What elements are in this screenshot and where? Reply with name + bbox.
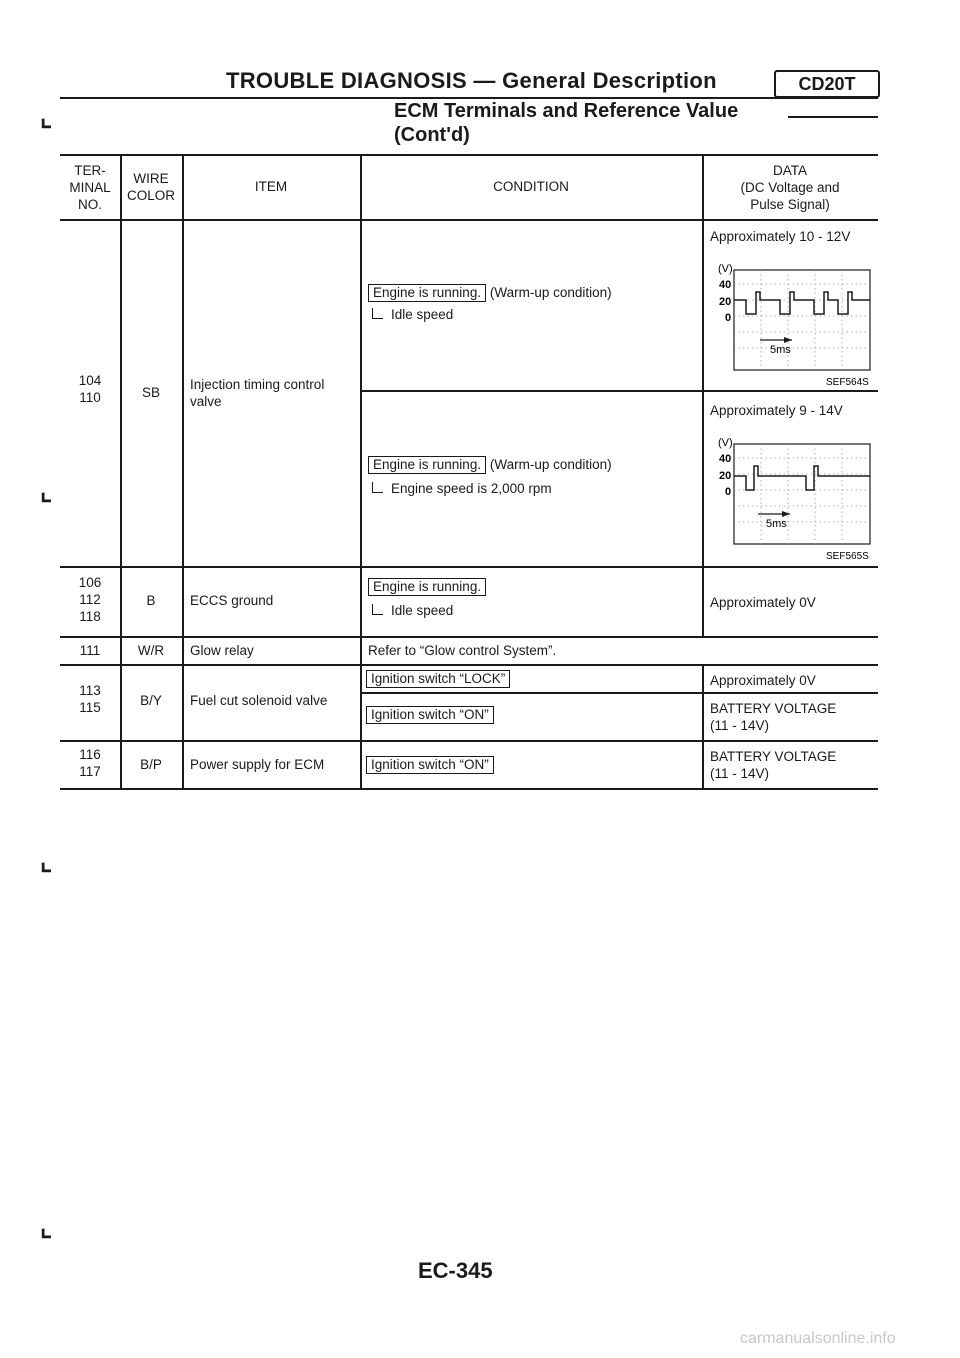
waveform-tick: 40 — [719, 453, 732, 465]
watermark: carmanualsonline.info — [740, 1330, 896, 1347]
condition-box: Engine is running. — [368, 284, 486, 302]
waveform-id: SEF565S — [826, 551, 869, 562]
condition — [368, 578, 486, 596]
waveform-sef564s — [700, 256, 878, 388]
sub-condition: Idle speed — [372, 602, 453, 619]
waveform-id: SEF564S — [826, 377, 869, 388]
binder-mark: ⌞ — [40, 1212, 53, 1242]
waveform-tick: 0 — [725, 312, 732, 324]
item-name: ECCS ground — [190, 593, 274, 608]
waveform-unit: (V) — [718, 263, 733, 275]
header-wire-color: WIRE COLOR — [126, 171, 175, 203]
wire-color: B/Y — [140, 693, 162, 708]
sub-condition: Engine speed is 2,000 rpm — [372, 480, 552, 497]
waveform-time: 5ms — [770, 344, 791, 356]
condition — [366, 706, 494, 724]
waveform-tick: 0 — [725, 486, 732, 498]
condition-box: Engine is running. — [368, 456, 486, 474]
waveform-sef565s — [700, 430, 878, 562]
data-value: Approximately 0V — [710, 673, 816, 688]
condition — [366, 670, 510, 688]
item-name: Power supply for ECM — [190, 757, 325, 772]
condition-a: Engine is running. (Warm-up condition) — [368, 284, 612, 302]
condition-box: Ignition switch “ON” — [366, 706, 494, 724]
binder-mark: ⌞ — [40, 102, 53, 132]
terminal-numbers: 116 117 — [79, 747, 101, 779]
terminal-numbers: 111 — [79, 643, 101, 658]
engine-code-badge: CD20T — [774, 70, 880, 98]
header-terminal-no: TER- MINAL NO. — [69, 163, 111, 212]
wire-color: SB — [141, 385, 160, 400]
header-rule — [60, 97, 878, 99]
header-condition: CONDITION — [493, 179, 569, 194]
page-title: TROUBLE DIAGNOSIS — General Description — [226, 68, 717, 93]
page-number: EC-345 — [418, 1258, 493, 1283]
terminal-numbers: 106 112 118 — [78, 575, 102, 624]
data-value: Approximately 9 - 14V — [710, 403, 843, 418]
wire-color: B — [146, 593, 156, 608]
condition-b: Engine is running. (Warm-up condition) — [368, 456, 612, 474]
item-name: Glow relay — [190, 643, 254, 658]
wire-color: W/R — [137, 643, 165, 658]
terminal-numbers: 104 110 — [78, 373, 102, 405]
waveform-time: 5ms — [766, 518, 787, 530]
condition-box: Ignition switch “ON” — [366, 756, 494, 774]
waveform-tick: 20 — [719, 470, 732, 482]
data-value: Approximately 10 - 12V — [710, 229, 851, 244]
section-title-cont: (Cont'd) — [394, 124, 470, 146]
sub-condition: Idle speed — [372, 306, 453, 323]
header-item: ITEM — [254, 179, 288, 194]
header-data: DATA (DC Voltage and Pulse Signal) — [740, 163, 840, 212]
waveform-tick: 20 — [719, 296, 732, 308]
wire-color: B/P — [140, 757, 162, 772]
data-value: Approximately 0V — [710, 595, 816, 610]
waveform-tick: 40 — [719, 279, 732, 291]
data-value: BATTERY VOLTAGE (11 - 14V) — [710, 749, 837, 781]
data-value: BATTERY VOLTAGE (11 - 14V) — [710, 701, 837, 733]
waveform-unit: (V) — [718, 437, 733, 449]
condition-box: Engine is running. — [368, 578, 486, 596]
condition: Refer to “Glow control System”. — [368, 643, 557, 658]
item-name: Fuel cut solenoid valve — [190, 693, 328, 708]
section-title: ECM Terminals and Reference Value — [394, 100, 739, 122]
subtitle-rule — [788, 116, 878, 118]
condition — [366, 756, 494, 774]
condition-box: Ignition switch “LOCK” — [366, 670, 510, 688]
binder-mark: ⌞ — [40, 476, 53, 506]
item-name: Injection timing control valve — [190, 377, 325, 409]
terminal-numbers: 113 115 — [79, 683, 101, 715]
binder-mark: ⌞ — [40, 846, 53, 876]
